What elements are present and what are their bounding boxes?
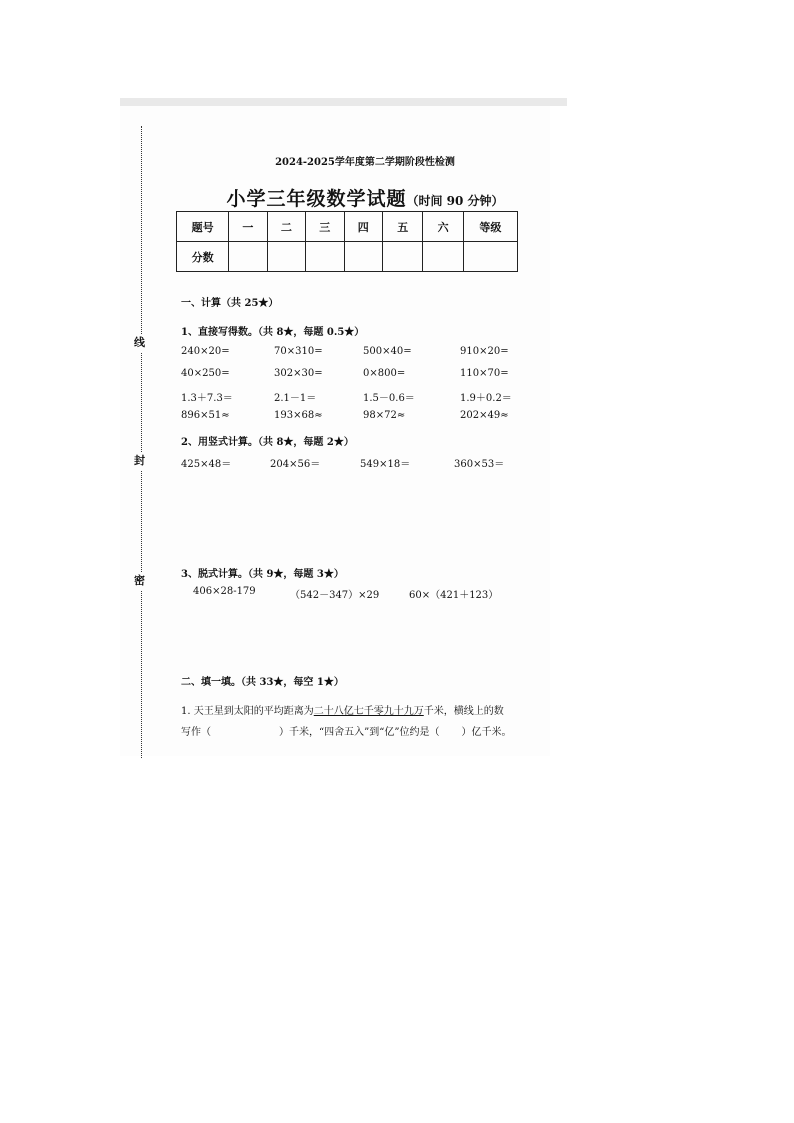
score-header-cell: 三 <box>306 212 344 242</box>
stepwise-calc-item: （542－347）×29 <box>290 590 380 601</box>
vertical-calc-item: 549×18＝ <box>360 459 411 470</box>
fill-question-1-line2 <box>181 723 511 738</box>
score-header-cell: 一 <box>229 212 267 242</box>
exam-title <box>180 184 550 211</box>
q1-line2-c: ）亿千米。 <box>461 727 512 738</box>
score-input-cell[interactable] <box>229 242 267 272</box>
score-header-cell: 五 <box>382 212 422 242</box>
oral-item: 240×20= <box>181 346 230 357</box>
score-input-cell[interactable] <box>423 242 463 272</box>
oral-item: 1.3＋7.3＝ <box>181 393 233 404</box>
score-table <box>176 211 518 272</box>
score-input-cell[interactable] <box>267 242 305 272</box>
oral-item: 0×800= <box>363 368 406 379</box>
oral-item: 2.1－1＝ <box>274 393 317 404</box>
oral-item: 1.9＋0.2＝ <box>460 393 512 404</box>
score-table-score-row <box>177 242 518 272</box>
score-input-cell[interactable] <box>463 242 517 272</box>
score-header-cell: 题号 <box>177 212 229 242</box>
oral-item: 302×30= <box>274 368 323 379</box>
oral-item: 500×40= <box>363 346 412 357</box>
q1-prefix: 1. 天王星到太阳的平均距离为 <box>181 706 314 717</box>
seal-char-mi: 密 <box>134 572 145 590</box>
fill-question-1-line1 <box>181 702 504 717</box>
score-input-cell[interactable] <box>382 242 422 272</box>
score-header-cell: 四 <box>344 212 382 242</box>
oral-item: 193×68≈ <box>274 410 323 421</box>
q1-suffix: 千米，横线上的数 <box>423 706 504 717</box>
stepwise-calc-item: 60×（421＋123） <box>409 590 499 601</box>
oral-item: 70×310= <box>274 346 323 357</box>
oral-item: 110×70= <box>460 368 509 379</box>
score-input-cell[interactable] <box>344 242 382 272</box>
binding-dotted-line <box>141 126 142 758</box>
oral-item: 98×72≈ <box>363 410 406 421</box>
page-top-edge <box>120 98 567 106</box>
vertical-calc-item: 360×53＝ <box>454 459 505 470</box>
score-label-cell: 分数 <box>177 242 229 272</box>
oral-item: 896×51≈ <box>181 410 230 421</box>
score-header-cell: 六 <box>423 212 463 242</box>
section2-title: 二、填一填。（共 33★，每空 1★） <box>181 677 344 688</box>
score-header-cell: 二 <box>267 212 305 242</box>
oral-item: 1.5－0.6＝ <box>363 393 415 404</box>
seal-char-xian: 线 <box>134 334 145 352</box>
score-input-cell[interactable] <box>306 242 344 272</box>
vertical-calc-item: 204×56＝ <box>270 459 321 470</box>
q1-line2-a: 写作（ <box>181 727 211 738</box>
part2-title: 2、用竖式计算。（共 8★，每题 2★） <box>181 437 354 448</box>
oral-item: 40×250= <box>181 368 230 379</box>
stepwise-calc-item: 406×28-179 <box>193 586 256 597</box>
score-table-header-row <box>177 212 518 242</box>
q1-underlined-number: 二十八亿七千零九十九万 <box>313 706 424 717</box>
section1-title: 一、计算（共 25★） <box>181 298 279 309</box>
part1-title: 1、直接写得数。（共 8★，每题 0.5★） <box>181 327 365 338</box>
exam-time-note: （时间 90 分钟） <box>406 194 504 208</box>
exam-title-text: 小学三年级数学试题 <box>226 188 407 210</box>
part3-title: 3、脱式计算。（共 9★，每题 3★） <box>181 569 344 580</box>
seal-char-feng: 封 <box>134 452 145 470</box>
exam-subtitle: 2024-2025学年度第二学期阶段性检测 <box>275 157 455 168</box>
q1-line2-b: ）千米，“四舍五入”到“亿”位约是（ <box>279 727 440 738</box>
oral-item: 202×49≈ <box>460 410 509 421</box>
oral-item: 910×20= <box>460 346 509 357</box>
vertical-calc-item: 425×48＝ <box>181 459 232 470</box>
score-header-cell: 等级 <box>463 212 517 242</box>
